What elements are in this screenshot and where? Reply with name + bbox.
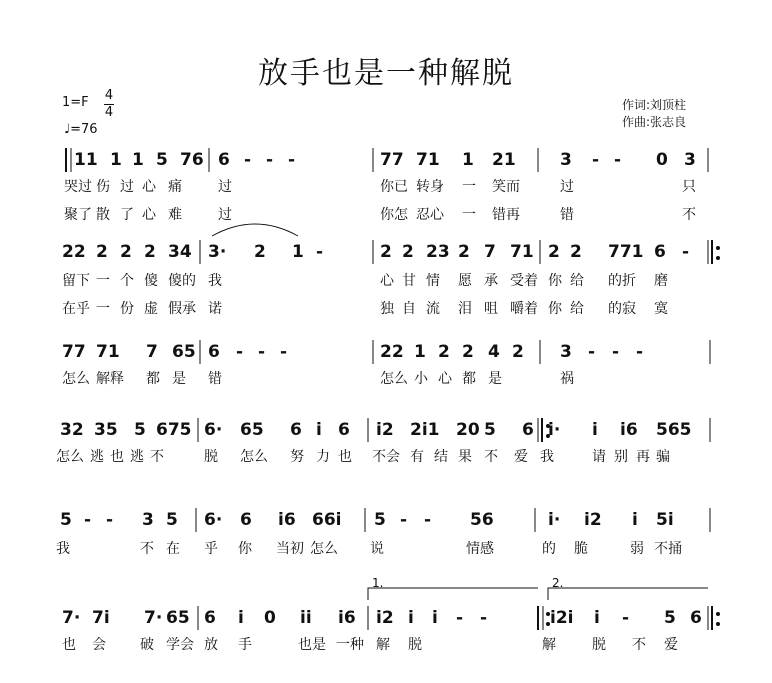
lyric-verse-1: 逃 [130,449,144,465]
lyric-verse-2: 份 [120,301,134,317]
lyric-verse-2: 在乎 [62,301,90,317]
lyric-verse-2: 一 [96,301,110,317]
note: 2 [438,342,450,362]
note: 5 [166,510,178,530]
lyric-verse-1: 只 [682,179,696,195]
note: 5 [664,608,676,628]
time-signature-bottom: 4 [104,105,114,120]
note: 6 [522,420,534,440]
lyric-verse-2: 错 [560,207,574,223]
lyric-verse-1: 解 [542,637,556,653]
note: 6· [204,510,223,530]
lyric-verse-1: 情感 [466,541,494,557]
lyric-verse-1: 也 [338,449,352,465]
note: 77 [380,150,404,170]
lyric-verse-2: 心 [142,207,156,223]
note: 3 [560,150,572,170]
note: i [432,608,438,628]
lyric-verse-2: 假承 [168,301,196,317]
note: 6· [204,420,223,440]
lyric-verse-2: 的寂 [608,301,636,317]
lyric-verse-1: 受着 [510,273,538,289]
lyric-verse-1: 的折 [608,273,636,289]
note: 6 [654,242,666,262]
note: - [84,510,92,530]
lyric-verse-1: 留下 [62,273,90,289]
lyric-verse-2: 诺 [208,301,222,317]
note: 5 [60,510,72,530]
lyric-verse-1: 骗 [656,449,670,465]
lyric-verse-1: 怎么 [240,449,268,465]
lyric-verse-1: 心 [438,371,452,387]
lyric-verse-1: 会 [92,637,106,653]
lyric-verse-1: 也 [110,449,124,465]
note: 32 [60,420,84,440]
lyric-verse-1: 不捅 [654,541,682,557]
lyric-verse-1: 傻 [144,273,158,289]
note: 6 [218,150,230,170]
note: 5 [134,420,146,440]
note: 2i1 [410,420,440,440]
lyric-verse-1: 是 [172,371,186,387]
note: 23 [426,242,450,262]
lyric-verse-1: 请 [592,449,606,465]
note: - [614,150,622,170]
lyric-verse-2: 忍心 [416,207,444,223]
lyric-verse-1: 说 [370,541,384,557]
note: 56 [470,510,494,530]
lyric-verse-1: 别 [614,449,628,465]
note: i· [548,420,561,440]
note: 1 [414,342,426,362]
lyric-verse-1: 一 [462,179,476,195]
lyric-verse-1: 怎么 [62,371,90,387]
note: ii [300,608,312,628]
note: - [636,342,644,362]
note: i [632,510,638,530]
note: i [592,420,598,440]
lyric-verse-1: 个 [120,273,134,289]
note: 1 [132,150,144,170]
lyric-verse-1: 手 [238,637,252,653]
lyric-verse-2: 散 [96,207,110,223]
lyric-verse-1: 一种 [336,637,364,653]
note: i [238,608,244,628]
note: 2 [380,242,392,262]
lyric-verse-1: 不会 [372,449,400,465]
tempo-value: =76 [70,122,98,137]
lyric-verse-1: 不 [140,541,154,557]
note: 71 [96,342,120,362]
lyric-verse-2: 流 [426,301,440,317]
note: 66i [312,510,342,530]
lyric-verse-2: 给 [570,301,584,317]
note: - [424,510,432,530]
lyric-verse-1: 解释 [96,371,124,387]
lyric-verse-1: 努 [290,449,304,465]
lyric-verse-2: 自 [402,301,416,317]
lyric-verse-1: 痛 [168,179,182,195]
note: 5 [484,420,496,440]
note: 2 [570,242,582,262]
lyric-verse-1: 磨 [654,273,668,289]
lyric-verse-1: 在 [166,541,180,557]
note: 0 [264,608,276,628]
lyric-verse-1: 过 [560,179,574,195]
note: 71 [416,150,440,170]
lyric-verse-2: 寞 [654,301,668,317]
lyric-verse-1: 心 [142,179,156,195]
lyric-verse-1: 的 [542,541,556,557]
note: 3 [684,150,696,170]
note: - [288,150,296,170]
note: 21 [492,150,516,170]
lyric-verse-2: 聚了 [64,207,92,223]
lyric-verse-1: 你已 [380,179,408,195]
lyric-verse-1: 乎 [204,541,218,557]
lyric-verse-2: 过 [218,207,232,223]
note: 6 [208,342,220,362]
lyric-verse-1: 不 [484,449,498,465]
note: - [244,150,252,170]
lyric-verse-1: 脱 [592,637,606,653]
lyric-verse-2: 难 [168,207,182,223]
volta-2-label: 2. [552,576,564,590]
lyric-verse-1: 过 [218,179,232,195]
lyric-verse-1: 不 [632,637,646,653]
note: 2 [548,242,560,262]
song-title: 放手也是一种解脱 [258,56,514,91]
note: - [400,510,408,530]
lyric-verse-1: 我 [540,449,554,465]
note: 2 [402,242,414,262]
note: - [588,342,596,362]
lyric-verse-1: 放 [204,637,218,653]
lyric-verse-2: 虚 [144,301,158,317]
lyric-verse-2: 不 [682,207,696,223]
note: 771 [608,242,644,262]
lyric-verse-1: 爱 [514,449,528,465]
note: 4 [488,342,500,362]
lyric-verse-1: 爱 [664,637,678,653]
note: i2 [584,510,602,530]
lyric-verse-2: 你 [548,301,562,317]
note: 2 [512,342,524,362]
note: i [316,420,322,440]
note: 2 [144,242,156,262]
note: 2 [254,242,266,262]
lyric-verse-1: 结 [434,449,448,465]
note: 71 [510,242,534,262]
note: 65 [240,420,264,440]
note: - [236,342,244,362]
note: 65 [166,608,190,628]
lyric-verse-1: 力 [316,449,330,465]
lyric-verse-1: 脱 [408,637,422,653]
note: 2 [458,242,470,262]
lyric-verse-1: 哭过 [64,179,92,195]
note: 22 [62,242,86,262]
time-signature-top: 4 [104,88,114,103]
lyric-verse-1: 笑而 [492,179,520,195]
note: 2 [120,242,132,262]
lyric-verse-1: 一 [96,273,110,289]
lyric-verse-2: 错再 [492,207,520,223]
lyric-verse-1: 脱 [204,449,218,465]
lyric-verse-2: 你怎 [380,207,408,223]
note: - [480,608,488,628]
note: 1 [292,242,304,262]
note: i2 [376,420,394,440]
lyric-verse-1: 伤 [96,179,110,195]
lyric-verse-1: 傻的 [168,273,196,289]
lyric-verse-1: 你 [238,541,252,557]
note: 675 [156,420,192,440]
lyric-verse-2: 泪 [458,301,472,317]
note: i6 [278,510,296,530]
lyric-verse-1: 逃 [90,449,104,465]
lyric-verse-1: 给 [570,273,584,289]
note: 565 [656,420,692,440]
note: 3· [208,242,227,262]
note: i· [548,510,561,530]
note: - [682,242,690,262]
note: 7· [62,608,81,628]
note: - [456,608,464,628]
note: 0 [656,150,668,170]
note: 65 [172,342,196,362]
note: i2i [550,608,574,628]
note: 6 [240,510,252,530]
lyric-verse-1: 错 [208,371,222,387]
note: 3 [142,510,154,530]
note: - [316,242,324,262]
lyric-verse-1: 我 [208,273,222,289]
lyric-verse-1: 怎么 [380,371,408,387]
lyric-verse-1: 你 [548,273,562,289]
note: i2 [376,608,394,628]
lyric-verse-1: 弱 [630,541,644,557]
lyric-verse-1: 果 [458,449,472,465]
note: - [592,150,600,170]
note: i6 [338,608,356,628]
key-signature: 1=F [62,95,89,110]
note: 7· [144,608,163,628]
note: 77 [62,342,86,362]
note: 76 [180,150,204,170]
note: 6 [338,420,350,440]
lyric-verse-1: 情 [426,273,440,289]
lyric-verse-1: 都 [146,371,160,387]
lyric-verse-1: 承 [484,273,498,289]
lyric-verse-1: 甘 [402,273,416,289]
note: 20 [456,420,480,440]
lyric-verse-1: 祸 [560,371,574,387]
lyric-verse-1: 也是 [298,637,326,653]
quarter-note-icon: ♩ [64,122,71,137]
note: i [594,608,600,628]
lyric-verse-1: 有 [410,449,424,465]
note: - [280,342,288,362]
note: 2 [462,342,474,362]
lyric-verse-1: 心 [380,273,394,289]
note: - [622,608,630,628]
note: - [266,150,274,170]
lyric-verse-1: 我 [56,541,70,557]
note: i6 [620,420,638,440]
note: 35 [94,420,118,440]
lyric-verse-1: 解 [376,637,390,653]
note: 6 [204,608,216,628]
lyric-verse-1: 小 [414,371,428,387]
lyric-verse-1: 怎么 [310,541,338,557]
note: 6 [690,608,702,628]
lyric-verse-1: 怎么 [56,449,84,465]
note: i [408,608,414,628]
lyric-verse-1: 不 [150,449,164,465]
note: 3 [560,342,572,362]
volta-1-label: 1. [372,576,384,590]
lyricist-credit: 作词:刘顶柱 [622,98,687,112]
lyric-verse-1: 当初 [276,541,304,557]
note: 34 [168,242,192,262]
note: 2 [96,242,108,262]
lyric-verse-1: 都 [462,371,476,387]
note: - [612,342,620,362]
lyric-verse-2: 独 [380,301,394,317]
note: 5 [156,150,168,170]
lyric-verse-2: 了 [120,207,134,223]
note: 1 [110,150,122,170]
lyric-verse-1: 学会 [166,637,194,653]
note: 22 [380,342,404,362]
note: 7 [484,242,496,262]
lyric-verse-1: 脆 [574,541,588,557]
lyric-verse-1: 过 [120,179,134,195]
note: 11 [74,150,98,170]
note: 1 [462,150,474,170]
note: 5 [374,510,386,530]
note: - [258,342,266,362]
note: 6 [290,420,302,440]
composer-credit: 作曲:张志良 [622,115,687,129]
lyric-verse-2: 咀 [484,301,498,317]
lyric-verse-2: 嚼着 [510,301,538,317]
lyric-verse-1: 破 [140,637,154,653]
lyric-verse-1: 再 [636,449,650,465]
lyric-verse-1: 也 [62,637,76,653]
note: 7 [146,342,158,362]
note: - [106,510,114,530]
lyric-verse-2: 一 [462,207,476,223]
note: 5i [656,510,674,530]
lyric-verse-1: 愿 [458,273,472,289]
note: 7i [92,608,110,628]
lyric-verse-1: 转身 [416,179,444,195]
lyric-verse-1: 是 [488,371,502,387]
